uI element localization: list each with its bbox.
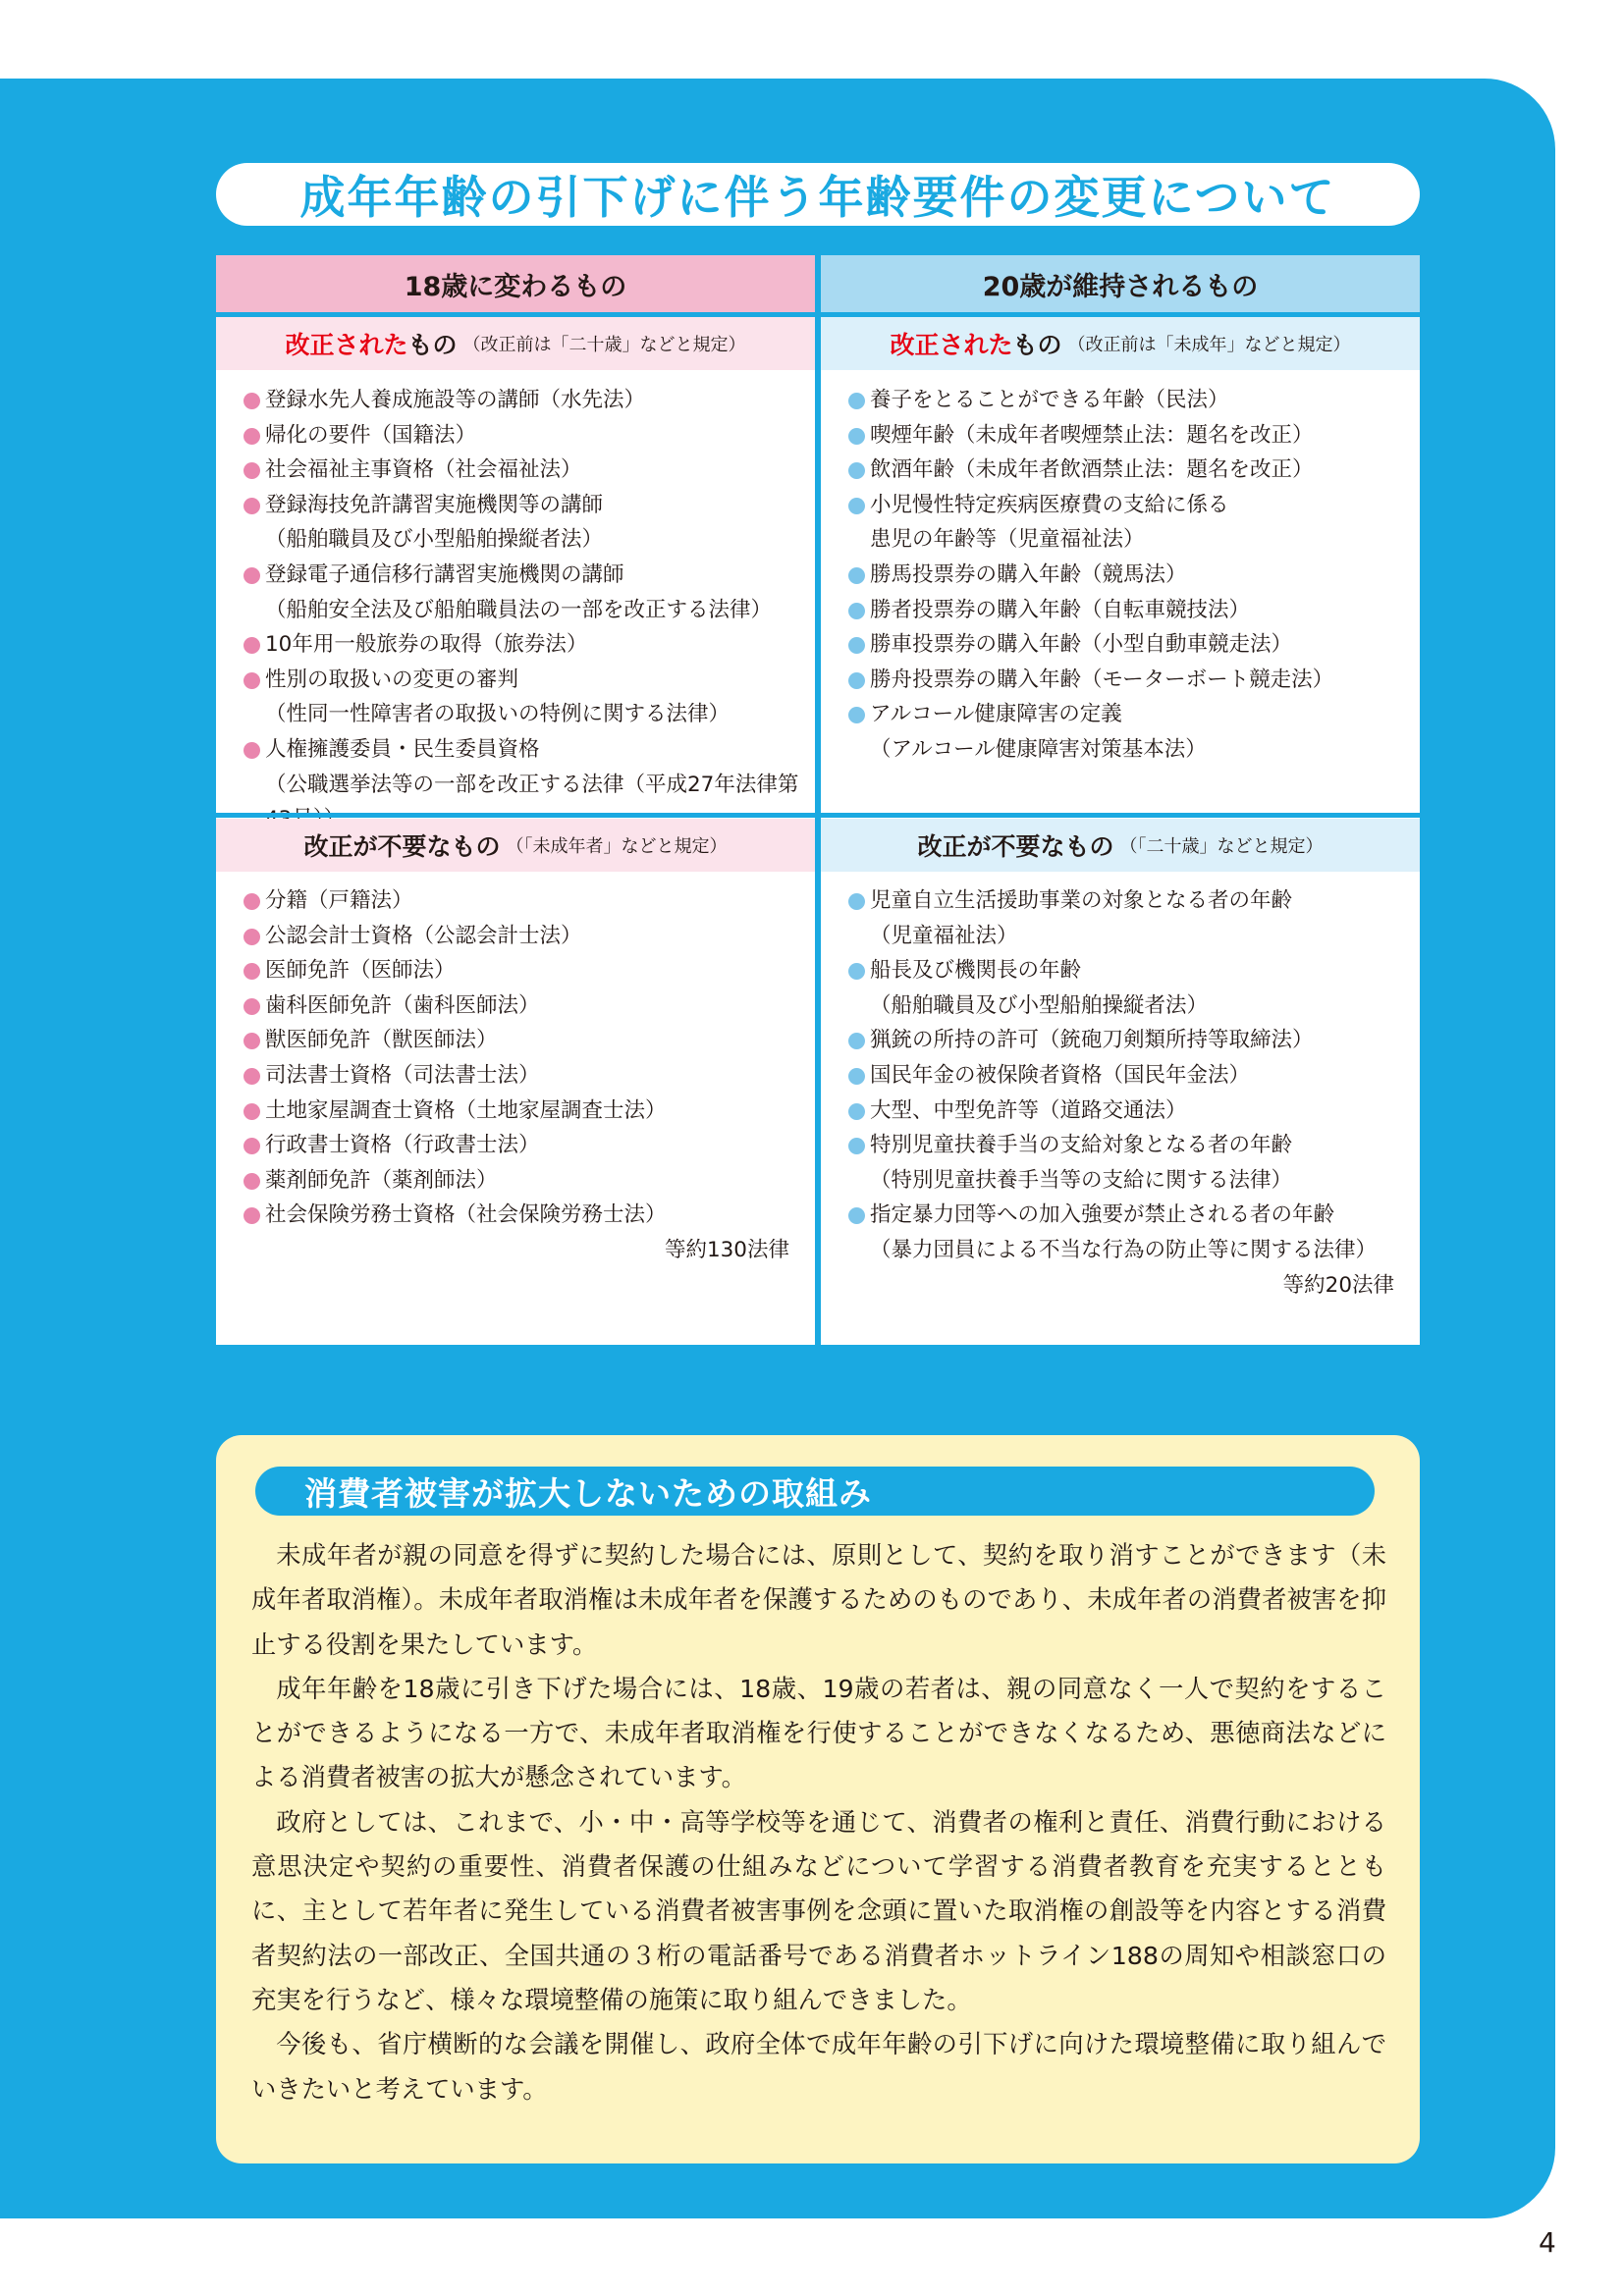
list-item-text: 指定暴力団等への加入強要が禁止される者の年齢 (870, 1202, 1335, 1228)
bullet-dot-icon (244, 1138, 260, 1154)
list-item-text: 帰化の要件（国籍法） (265, 422, 477, 448)
bullet-dot-icon (244, 567, 260, 584)
list-item-text: 大型、中型免許等（道路交通法） (870, 1097, 1187, 1123)
list-item-text: 養子をとることができる年齢（民法） (870, 388, 1229, 412)
right-total: 等約20法律 (1282, 1272, 1394, 1298)
list-item-text: 猟銃の所持の許可（銃砲刀剣類所持等取締法） (870, 1028, 1314, 1053)
bullet-dot-icon (848, 1207, 865, 1224)
list-item (244, 1198, 803, 1233)
list-item-text: 行政書士資格（行政書士法） (265, 1133, 540, 1158)
list-item-continuation: （性同一性障害者の取扱いの特例に関する法律） (265, 702, 731, 727)
list-item-text: 国民年金の被保険者資格（国民年金法） (870, 1062, 1251, 1088)
left-revised-heading (216, 317, 815, 370)
bullet-dot-icon (848, 1103, 865, 1120)
list-item-continuation: （公職選挙法等の一部を改正する法律（平成27年法律第 (265, 772, 799, 797)
bullet-dot-icon (848, 393, 865, 409)
list-item-text: 特別児童扶養手当の支給対象となる者の年齢 (870, 1133, 1293, 1158)
right-unneeded-list (848, 883, 1408, 1303)
list-item-text: 登録海技免許講習実施機関等の講師 (265, 492, 604, 517)
bullet-dot-icon (244, 998, 260, 1015)
bullet-dot-icon (244, 1207, 260, 1224)
list-item-text: 性別の取扱いの変更の審判 (265, 667, 519, 692)
bullet-dot-icon (848, 1138, 865, 1154)
list-item-text: 喫煙年齢（未成年者喫煙禁止法：題名を改正） (870, 422, 1314, 448)
right-column (821, 255, 1420, 1345)
list-item-text: 勝馬投票券の購入年齢（競馬法） (870, 561, 1187, 587)
consumer-protection-heading-banner (255, 1467, 1375, 1516)
right-column-header: 20歳が維持されるもの (821, 255, 1420, 312)
list-item-continuation: （特別児童扶養手当等の支給に関する法律） (870, 1167, 1293, 1193)
list-item-text: 飲酒年齢（未成年者飲酒禁止法：題名を改正） (870, 457, 1314, 483)
list-item (848, 953, 1408, 1023)
list-item (848, 418, 1408, 454)
right-unneeded-heading (821, 819, 1420, 872)
revised-heading-black: もの (407, 331, 458, 359)
page-title-banner (216, 163, 1420, 226)
bullet-dot-icon (244, 1173, 260, 1190)
revised-heading-note: （改正前は「未成年」などと規定） (1067, 335, 1351, 355)
list-item (244, 488, 803, 558)
right-revised-heading (821, 317, 1420, 370)
list-item (244, 919, 803, 954)
list-item (848, 697, 1408, 767)
list-item (848, 1128, 1408, 1198)
consumer-protection-box (216, 1435, 1420, 2163)
list-item-text: アルコール健康障害の定義 (870, 702, 1122, 727)
list-item (244, 627, 803, 663)
list-item (244, 1094, 803, 1129)
list-item-text: 登録電子通信移行講習実施機関の講師 (265, 561, 624, 587)
list-item (848, 1198, 1408, 1267)
left-unneeded-items (244, 883, 803, 1233)
revised-heading-note: （改正前は「二十歳」などと規定） (462, 335, 746, 355)
bullet-dot-icon (244, 498, 260, 514)
bullet-dot-icon (244, 893, 260, 910)
left-total: 等約130法律 (664, 1237, 789, 1262)
list-item (848, 663, 1408, 698)
list-item-continuation: （船舶職員及び小型船舶操縦者法） (265, 527, 604, 553)
paragraph: 未成年者が親の同意を得ずに契約した場合には、原則として、契約を取り消すことができます（未成年者取消権）。未成年者取消権は未成年者を保護するためのものであり、未成年者の消費者被害を抑止する役割を果たしています。 (251, 1541, 1386, 1659)
bullet-dot-icon (848, 893, 865, 910)
consumer-protection-text (251, 1533, 1386, 2111)
age-requirements-table (216, 255, 1420, 1345)
bullet-dot-icon (848, 498, 865, 514)
unneeded-heading: 改正が不要なもの (917, 832, 1114, 861)
list-item (848, 453, 1408, 488)
paragraph: 成年年齢を18歳に引き下げた場合には、18歳、19歳の若者は、親の同意なく一人で契約をすることができるようになる一方で、未成年者取消権を行使することができなくなるため、悪徳商法などによる消費者被害の拡大が懸念されています。 (251, 1674, 1386, 1792)
list-item (848, 1058, 1408, 1094)
left-unneeded-list (244, 883, 803, 1268)
revised-heading-red: 改正された (890, 331, 1013, 359)
consumer-protection-heading: 消費者被害が拡大しないための取組み (304, 1473, 872, 1513)
bullet-dot-icon (244, 1068, 260, 1085)
list-item (848, 383, 1408, 418)
list-item-continuation: （船舶職員及び小型船舶操縦者法） (870, 992, 1209, 1018)
right-unneeded-items (848, 883, 1408, 1268)
list-item-text: 獣医師免許（獣医師法） (265, 1028, 498, 1053)
bullet-dot-icon (244, 1103, 260, 1120)
list-item (244, 418, 803, 454)
list-item-continuation: （児童福祉法） (870, 923, 1018, 948)
paragraph: 政府としては、これまで、小・中・高等学校等を通じて、消費者の権利と責任、消費行動における意思決定や契約の重要性、消費者保護の仕組みなどについて学習する消費者教育を充実するとともに、主として若年者に発生している消費者被害事例を念頭に置いた取消権の創設等を内容とする消費者契約法の一部改正、全国共通の３桁の電話番号である消費者ホットライン188の周知や相談窓口の充実を行うなど、様々な環境整備の施策に取り組んできました。 (251, 1807, 1386, 2014)
left-unneeded-heading (216, 819, 815, 872)
page-title: 成年年齢の引下げに伴う年齢要件の変更について (299, 171, 1336, 224)
list-item-text: 児童自立生活援助事業の対象となる者の年齢 (870, 888, 1293, 913)
list-item-text: 社会福祉主事資格（社会福祉法） (265, 457, 582, 483)
list-item-text: 土地家屋調査士資格（土地家屋調査士法） (265, 1097, 667, 1123)
bullet-dot-icon (244, 637, 260, 654)
bullet-dot-icon (244, 672, 260, 689)
list-item-text: 勝者投票券の購入年齢（自転車競技法） (870, 597, 1251, 622)
list-item (848, 627, 1408, 663)
bullet-dot-icon (848, 462, 865, 479)
bullet-dot-icon (848, 707, 865, 723)
bullet-dot-icon (848, 428, 865, 445)
list-item (244, 663, 803, 732)
list-item-text: 社会保険労務士資格（社会保険労務士法） (265, 1202, 667, 1228)
list-item-text: 登録水先人養成施設等の講師（水先法） (265, 388, 646, 412)
list-item-continuation: （船舶安全法及び船舶職員法の一部を改正する法律） (265, 597, 773, 622)
list-item (244, 558, 803, 627)
list-item-continuation: 患児の年齢等（児童福祉法） (870, 527, 1145, 553)
left-column-header: 18歳に変わるもの (216, 255, 815, 312)
list-item (244, 953, 803, 988)
list-item-text: 司法書士資格（司法書士法） (265, 1062, 540, 1088)
list-item (244, 1058, 803, 1094)
list-item (244, 988, 803, 1024)
list-item-continuation: （暴力団員による不当な行為の防止等に関する法律） (870, 1237, 1378, 1262)
unneeded-heading-note: （「未成年者」などと規定） (506, 836, 728, 857)
bullet-dot-icon (244, 929, 260, 945)
list-item (848, 488, 1408, 558)
list-item (244, 883, 803, 919)
list-item (244, 1128, 803, 1163)
revised-heading-red: 改正された (285, 331, 408, 359)
list-item-text: 人権擁護委員・民生委員資格 (265, 736, 540, 762)
list-item-text: 歯科医師免許（歯科医師法） (265, 992, 540, 1018)
bullet-dot-icon (244, 1033, 260, 1049)
list-item-text: 10年用一般旅券の取得（旅券法） (265, 632, 588, 658)
list-item-text: 勝車投票券の購入年齢（小型自動車競走法） (870, 632, 1293, 658)
revised-heading-black: もの (1012, 331, 1062, 359)
list-item-text: 公認会計士資格（公認会計士法） (265, 923, 582, 948)
list-item-continuation: （アルコール健康障害対策基本法） (870, 736, 1207, 762)
right-revised-list (848, 383, 1408, 768)
list-item-text: 小児慢性特定疾病医療費の支給に係る (870, 492, 1229, 517)
list-item (848, 883, 1408, 953)
paragraph: 今後も、省庁横断的な会議を開催し、政府全体で成年年齢の引下げに向けた環境整備に取り組んでいきたいと考えています。 (251, 2030, 1386, 2104)
list-item (244, 1023, 803, 1058)
bullet-dot-icon (848, 567, 865, 584)
list-item (848, 1023, 1408, 1058)
bullet-dot-icon (244, 393, 260, 409)
list-item-text: 医師免許（医師法） (265, 958, 456, 984)
list-item (244, 383, 803, 418)
bullet-dot-icon (848, 1033, 865, 1049)
list-item (244, 1163, 803, 1199)
list-item-text: 分籍（戸籍法） (265, 888, 413, 913)
list-item (848, 593, 1408, 628)
bullet-dot-icon (848, 963, 865, 980)
bullet-dot-icon (244, 462, 260, 479)
list-item-text: 勝舟投票券の購入年齢（モーターボート競走法） (870, 667, 1334, 692)
list-item-text: 薬剤師免許（薬剤師法） (265, 1167, 498, 1193)
left-revised-list (244, 383, 803, 837)
list-item-text: 船長及び機関長の年齢 (870, 958, 1082, 984)
bullet-dot-icon (244, 428, 260, 445)
bullet-dot-icon (848, 603, 865, 619)
bullet-dot-icon (244, 963, 260, 980)
list-item (244, 453, 803, 488)
bullet-dot-icon (848, 637, 865, 654)
bullet-dot-icon (848, 1068, 865, 1085)
list-item (848, 1094, 1408, 1129)
page-number: 4 (1539, 2226, 1556, 2259)
bullet-dot-icon (244, 742, 260, 759)
unneeded-heading-note: （「二十歳」などと規定） (1119, 836, 1324, 857)
bullet-dot-icon (848, 672, 865, 689)
list-item (848, 558, 1408, 593)
left-column (216, 255, 815, 1345)
unneeded-heading: 改正が不要なもの (303, 832, 501, 861)
